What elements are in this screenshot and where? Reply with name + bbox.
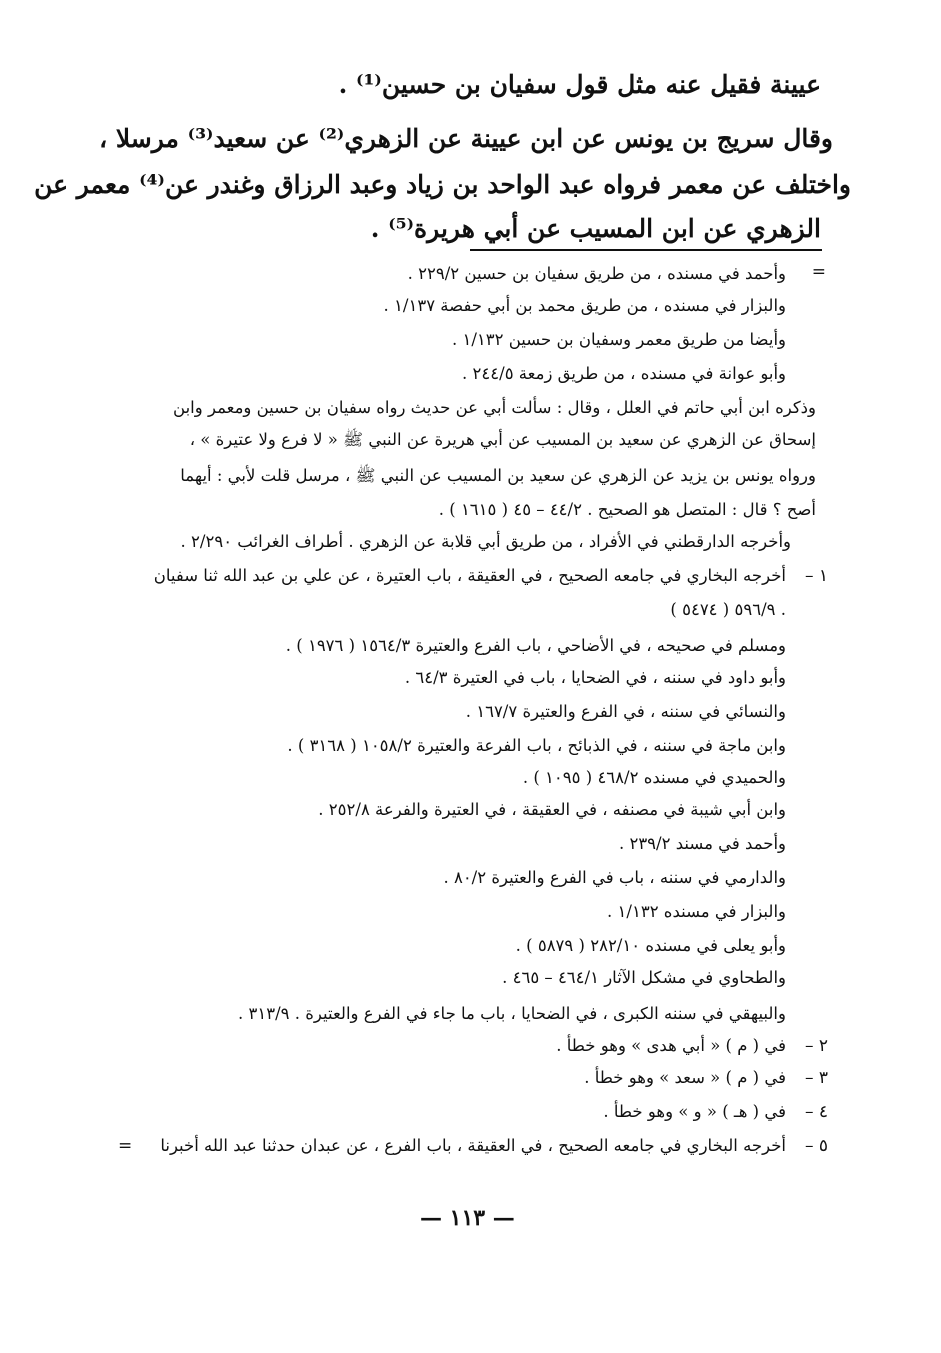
footnote-1-line: والبيهقي في سننه الكبرى ، في الضحايا ، باب ما جاء في الفرع والعتيرة . ٣١٣/٩ . [238, 1004, 786, 1023]
main-text-line-1: عيينة فقيل عنه مثل قول سفيان بن حسين⁽¹⁾ . [338, 70, 821, 99]
footnote-cont-line: وأخرجه الدارقطني في الأفراد ، من طريق أبي قلابة عن الزهري . أطراف الغرائب ٢/٢٩٠ . [180, 532, 791, 551]
footnote-cont-line: والبزار في مسنده ، من طريق محمد بن أبي حفصة ١/١٣٧ . [383, 296, 786, 315]
footnote-cont-line: وأيضا من طريق معمر وسفيان بن حسين ١/١٣٢ . [451, 330, 786, 349]
footnote-number-3: ٣ – [804, 1068, 828, 1088]
footnote-1-line: ٥٩٦/٩ ( ٥٤٧٤ ) . [670, 600, 786, 619]
footnote-1-line: والنسائي في سننه ، في الفرع والعتيرة ١٦٧/٧ . [465, 702, 786, 721]
footnote-1-line: أخرجه البخاري في جامعه الصحيح ، في العقيقة ، باب العتيرة ، عن علي بن عبد الله ثنا سفيان [153, 566, 786, 585]
footnote-number-5: ٥ – [804, 1136, 828, 1156]
footnote-3-text: في ( م ) « سعد » وهو خطأ . [584, 1068, 786, 1087]
footnote-5-text: أخرجه البخاري في جامعه الصحيح ، في العقيقة ، باب الفرع ، عن عبدان حدثنا عبد الله أخبرنا [160, 1136, 786, 1155]
footnote-2-text: في ( م ) « أبي هدى » وهو خطأ . [556, 1036, 786, 1055]
footnote-cont-line: إسحاق عن الزهري عن سعيد بن المسيب عن أبي هريرة عن النبي ﷺ « لا فرع ولا عتيرة » ، [189, 430, 816, 449]
main-text-line-4: الزهري عن ابن المسيب عن أبي هريرة⁽⁵⁾ . [370, 214, 821, 243]
footnote-1-line: وابن ماجة في سننه ، في الذبائح ، باب الفرعة والعتيرة ١٠٥٨/٢ ( ٣١٦٨ ) . [287, 736, 786, 755]
footnote-1-line: وابن أبي شيبة في مصنفه ، في العقيقة ، في العتيرة والفرعة ٢٥٢/٨ . [318, 800, 786, 819]
footnote-1-line: ومسلم في صحيحه ، في الأضاحي ، باب الفرع والعتيرة ١٥٦٤/٣ ( ١٩٧٦ ) . [285, 636, 786, 655]
footnote-cont-line: وأبو عوانة في مسنده ، من طريق زمعة ٢٤٤/٥ . [462, 364, 786, 383]
main-text-line-3: واختلف عن معمر فرواه عبد الواحد بن زياد وعبد الرزاق وغندر عن⁽⁴⁾ معمر عن [34, 170, 851, 199]
footnote-separator [470, 249, 822, 251]
footnote-cont-line: أصح ؟ قال : المتصل هو الصحيح . ٤٤/٢ – ٤٥ ( ١٦١٥ ) . [438, 500, 816, 519]
continuation-mark: = [811, 262, 826, 282]
footnote-1-line: وأحمد في مسند ٢٣٩/٢ . [618, 834, 786, 853]
main-text-line-2: وقال سريج بن يونس عن ابن عيينة عن الزهري⁽²⁾ عن سعيد⁽³⁾ مرسلا ، [99, 124, 833, 153]
footnote-1-line: والبزار في مسنده ١/١٣٢ . [607, 902, 786, 921]
footnote-1-line: والدارمي في سننه ، باب في الفرع والعتيرة ٨٠/٢ . [443, 868, 786, 887]
footnote-number-1: ١ – [804, 566, 828, 586]
footnote-cont-line: وأحمد في مسنده ، من طريق سفيان بن حسين ٢٢٩/٢ . [407, 264, 786, 283]
footnote-5-continuation-mark: = [118, 1136, 133, 1156]
footnote-4-text: في ( هـ ) « و » وهو خطأ . [603, 1102, 786, 1121]
footnote-number-2: ٢ – [804, 1036, 828, 1056]
footnote-1-line: والطحاوي في مشكل الآثار ٤٦٤/١ – ٤٦٥ . [502, 968, 786, 987]
footnote-1-line: والحميدي في مسنده ٤٦٨/٢ ( ١٠٩٥ ) . [522, 768, 786, 787]
page-number: — ١١٣ — [420, 1205, 515, 1231]
footnote-cont-line: ورواه يونس بن يزيد عن الزهري عن سعيد بن المسيب عن النبي ﷺ ، مرسل قلت لأبي : أيهما [180, 466, 816, 485]
footnote-1-line: وأبو يعلى في مسنده ٢٨٢/١٠ ( ٥٨٧٩ ) . [515, 936, 786, 955]
footnote-cont-line: وذكره ابن أبي حاتم في العلل ، وقال : سألت أبي عن حديث رواه سفيان بن حسين ومعمر وابن [173, 398, 816, 417]
footnote-number-4: ٤ – [804, 1102, 828, 1122]
footnote-1-line: وأبو داود في سننه ، في الضحايا ، باب في العتيرة ٦٤/٣ . [404, 668, 786, 687]
